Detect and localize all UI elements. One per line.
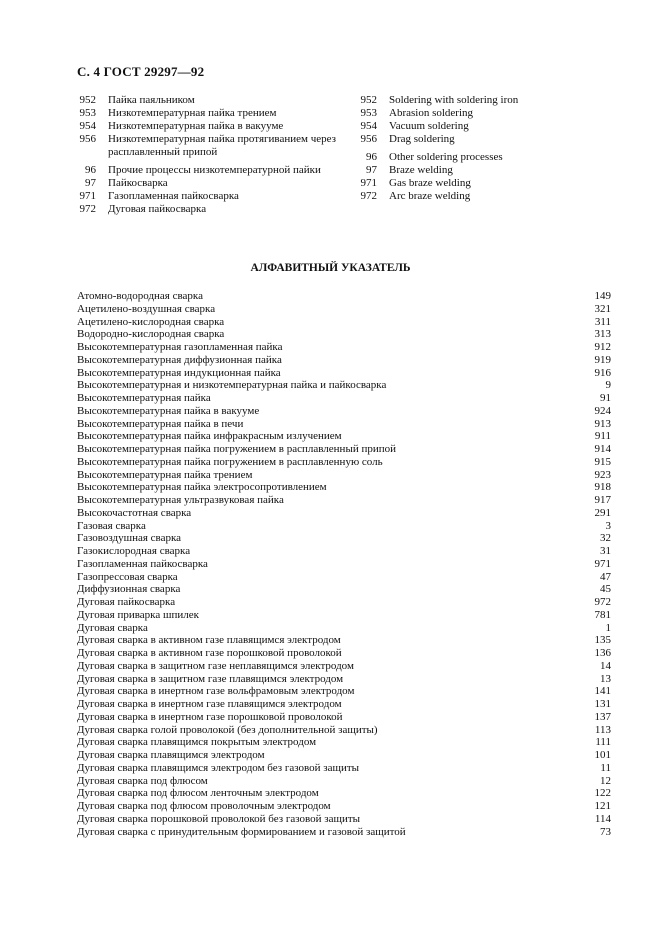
index-entry-number: 111 <box>595 736 611 749</box>
index-row <box>77 405 611 418</box>
term-row <box>357 177 587 190</box>
index-row <box>77 787 611 800</box>
index-entry-number: 918 <box>594 481 611 494</box>
index-entry-number: 313 <box>594 328 611 341</box>
index-entry-number: 915 <box>594 455 611 468</box>
index-entry-name: Дуговая сварка в активном газе порошковой проволокой <box>77 647 342 659</box>
term-text: Низкотемпературная пайка в вакууме <box>108 120 284 132</box>
index-entry-name: Ацетилено-кислородная сварка <box>77 315 225 328</box>
index-row <box>77 724 611 737</box>
term-text: Прочие процессы низкотемпературной пайки <box>108 164 321 176</box>
term-number: 956 <box>79 133 96 145</box>
index-title: АЛФАВИТНЫЙ УКАЗАТЕЛЬ <box>250 262 411 274</box>
index-row <box>77 813 611 826</box>
page-header: С. 4 ГОСТ 29297—92 <box>77 64 205 79</box>
term-row <box>76 190 346 203</box>
index-entry-name: Дуговая сварка голой проволокой (без дополнительной защиты) <box>77 723 378 736</box>
index-row <box>77 316 611 329</box>
term-number: 956 <box>360 133 377 145</box>
index-entry-name: Газокислородная сварка <box>77 545 191 557</box>
index-entry-name: Высокотемпературная газопламенная пайка <box>77 341 283 353</box>
terms-english <box>357 94 587 203</box>
term-text: Drag soldering <box>389 133 455 145</box>
term-row <box>76 120 346 133</box>
index-row <box>77 507 611 520</box>
index-row <box>77 736 611 749</box>
index-row <box>77 800 611 813</box>
index-entry-number: 101 <box>594 749 611 761</box>
index-entry-name: Дуговая сварка в инертном газе порошковой проволокой <box>77 710 343 723</box>
index-entry-number: 47 <box>600 570 611 583</box>
index-entry-number: 781 <box>594 608 611 621</box>
index-entry-number: 135 <box>594 634 611 647</box>
term-number: 972 <box>79 203 96 215</box>
index-row <box>77 711 611 724</box>
index-row <box>77 469 611 482</box>
term-text: Vacuum soldering <box>389 120 469 132</box>
term-text: Gas braze welding <box>389 177 471 189</box>
index-entry-number: 321 <box>594 302 611 315</box>
index-entry-number: 917 <box>594 494 611 506</box>
term-number: 971 <box>79 190 96 202</box>
term-text: Other soldering processes <box>389 151 503 163</box>
term-number: 953 <box>360 107 377 119</box>
index-row <box>77 762 611 775</box>
index-entry-name: Диффузионная сварка <box>77 583 181 596</box>
term-number: 954 <box>79 120 96 132</box>
index-entry-number: 14 <box>600 659 611 672</box>
index-entry-name: Дуговая сварка порошковой проволокой без газовой защиты <box>77 812 361 825</box>
index-entry-name: Высокотемпературная пайка <box>77 392 211 404</box>
term-number: 954 <box>360 120 377 132</box>
index-row <box>77 328 611 341</box>
term-row <box>357 107 587 120</box>
term-row <box>357 133 587 146</box>
index-entry-number: 114 <box>594 812 611 825</box>
index-entry-name: Дуговая сварка плавящимся электродом <box>77 749 265 761</box>
term-text: Пайкосварка <box>108 177 168 189</box>
index-entry-number: 291 <box>594 506 611 519</box>
index-entry-number: 137 <box>594 710 611 723</box>
term-text: Soldering with soldering iron <box>389 94 519 106</box>
term-row <box>76 203 346 216</box>
index-entry-name: Ацетилено-воздушная сварка <box>77 302 216 315</box>
index-entry-number: 141 <box>594 685 611 698</box>
index-entry-number: 9 <box>605 379 611 392</box>
term-number: 953 <box>79 107 96 119</box>
term-row <box>357 94 587 107</box>
index-entry-name: Высокочастотная сварка <box>77 506 192 519</box>
index-entry-name: Дуговая сварка в активном газе плавящимся электродом <box>77 634 341 647</box>
index-entry-name: Дуговая приварка шпилек <box>77 608 199 621</box>
index-entry-name: Высокотемпературная пайка погружением в расплавленную соль <box>77 455 383 468</box>
term-row <box>76 177 346 190</box>
index-row <box>77 571 611 584</box>
index-row <box>77 622 611 635</box>
index-row <box>77 367 611 380</box>
alphabetical-index <box>77 290 611 838</box>
index-entry-name: Дуговая сварка в инертном газе вольфрамовым электродом <box>77 685 355 698</box>
index-entry-number: 45 <box>600 583 611 596</box>
index-row <box>77 303 611 316</box>
term-number: 97 <box>366 164 377 176</box>
index-entry-number: 12 <box>600 774 611 787</box>
index-entry-name: Водородно-кислородная сварка <box>77 328 225 341</box>
index-row <box>77 392 611 405</box>
index-row <box>77 532 611 545</box>
term-text: Пайка паяльником <box>108 94 195 106</box>
index-entry-name: Дуговая сварка в защитном газе неплавящимся электродом <box>77 659 354 672</box>
index-row <box>77 430 611 443</box>
index-entry-number: 1 <box>605 621 611 634</box>
index-entry-name: Высокотемпературная и низкотемпературная пайка и пайкосварка <box>77 379 387 392</box>
index-entry-name: Высокотемпературная пайка в вакууме <box>77 404 260 417</box>
index-row <box>77 418 611 431</box>
index-entry-number: 911 <box>594 430 611 443</box>
index-entry-number: 131 <box>594 698 611 710</box>
index-row <box>77 826 611 839</box>
index-entry-name: Газовая сварка <box>77 519 146 532</box>
index-entry-number: 149 <box>594 290 611 302</box>
index-entry-name: Высокотемпературная пайка инфракрасным излучением <box>77 430 342 443</box>
term-row <box>357 151 587 164</box>
index-entry-number: 3 <box>605 519 611 532</box>
term-row <box>76 94 346 107</box>
index-entry-name: Дуговая сварка в инертном газе плавящимся электродом <box>77 698 342 710</box>
index-entry-number: 923 <box>594 468 611 481</box>
index-entry-name: Газопрессовая сварка <box>77 570 178 583</box>
term-text: Abrasion soldering <box>389 107 474 119</box>
term-row <box>76 107 346 120</box>
term-text: Низкотемпературная пайка трением <box>108 107 277 119</box>
index-entry-name: Высокотемпературная пайка в печи <box>77 417 244 430</box>
index-row <box>77 685 611 698</box>
index-row <box>77 596 611 609</box>
index-entry-number: 122 <box>594 787 611 800</box>
index-entry-name: Атомно-водородная сварка <box>77 290 203 302</box>
index-entry-name: Дуговая сварка с принудительным формированием и газовой защитой <box>77 825 406 838</box>
index-entry-name: Высокотемпературная индукционная пайка <box>77 366 281 379</box>
index-row <box>77 545 611 558</box>
index-row <box>77 290 611 303</box>
index-row <box>77 494 611 507</box>
terms-russian <box>76 94 346 216</box>
term-number: 96 <box>366 151 377 163</box>
index-entry-name: Газопламенная пайкосварка <box>77 557 208 570</box>
index-row <box>77 443 611 456</box>
index-entry-name: Высокотемпературная пайка электросопротивлением <box>77 481 327 494</box>
index-entry-name: Дуговая сварка под флюсом <box>77 774 208 787</box>
index-entry-name: Дуговая сварка плавящимся электродом без газовой защиты <box>77 761 360 774</box>
index-row <box>77 456 611 469</box>
index-row <box>77 634 611 647</box>
index-entry-number: 913 <box>594 417 611 430</box>
term-number: 952 <box>79 94 96 106</box>
index-entry-name: Дуговая пайкосварка <box>77 596 176 608</box>
index-entry-name: Дуговая сварка под флюсом ленточным электродом <box>77 787 319 800</box>
index-row <box>77 379 611 392</box>
index-entry-number: 971 <box>594 557 611 570</box>
term-text: Низкотемпературная пайка протягиванием через расплавленный припой <box>108 133 336 158</box>
index-row <box>77 673 611 686</box>
index-entry-number: 311 <box>594 315 611 328</box>
term-text: Газопламенная пайкосварка <box>108 190 239 202</box>
term-row <box>357 120 587 133</box>
index-entry-number: 32 <box>600 532 611 545</box>
term-row <box>357 190 587 203</box>
index-entry-number: 113 <box>594 723 611 736</box>
term-text: Braze welding <box>389 164 453 176</box>
index-entry-name: Дуговая сварка под флюсом проволочным электродом <box>77 800 331 812</box>
index-entry-number: 914 <box>594 443 611 455</box>
index-row <box>77 698 611 711</box>
index-row <box>77 558 611 571</box>
index-entry-name: Высокотемпературная ультразвуковая пайка <box>77 494 284 506</box>
term-row <box>76 133 346 159</box>
index-entry-name: Высокотемпературная пайка погружением в расплавленный припой <box>77 443 397 455</box>
index-row <box>77 520 611 533</box>
term-text: Дуговая пайкосварка <box>108 203 207 215</box>
index-entry-number: 31 <box>600 545 611 557</box>
term-number: 971 <box>360 177 377 189</box>
index-entry-name: Высокотемпературная пайка трением <box>77 468 253 481</box>
index-entry-name: Дуговая сварка в защитном газе плавящимся электродом <box>77 672 344 685</box>
index-entry-number: 11 <box>600 761 611 774</box>
index-row <box>77 660 611 673</box>
index-entry-number: 91 <box>600 392 611 404</box>
index-entry-name: Дуговая сварка плавящимся покрытым электродом <box>77 736 317 749</box>
index-entry-number: 924 <box>594 404 611 417</box>
index-entry-number: 912 <box>594 341 611 353</box>
index-entry-number: 972 <box>594 596 611 608</box>
index-entry-number: 919 <box>594 353 611 366</box>
index-entry-number: 73 <box>600 825 611 838</box>
term-number: 972 <box>360 190 377 202</box>
term-number: 97 <box>85 177 96 189</box>
index-entry-number: 13 <box>600 672 611 685</box>
index-row <box>77 609 611 622</box>
term-row <box>357 164 587 177</box>
index-entry-number: 916 <box>594 366 611 379</box>
index-entry-number: 121 <box>594 800 611 812</box>
term-text: Arc braze welding <box>389 190 471 202</box>
index-entry-name: Дуговая сварка <box>77 621 148 634</box>
index-row <box>77 354 611 367</box>
index-entry-number: 136 <box>594 647 611 659</box>
index-row <box>77 775 611 788</box>
term-row <box>76 164 346 177</box>
term-number: 952 <box>360 94 377 106</box>
index-entry-name: Высокотемпературная диффузионная пайка <box>77 353 282 366</box>
term-number: 96 <box>85 164 96 176</box>
index-row <box>77 583 611 596</box>
index-row <box>77 341 611 354</box>
index-row <box>77 749 611 762</box>
index-entry-name: Газовоздушная сварка <box>77 532 182 545</box>
index-row <box>77 481 611 494</box>
index-row <box>77 647 611 660</box>
